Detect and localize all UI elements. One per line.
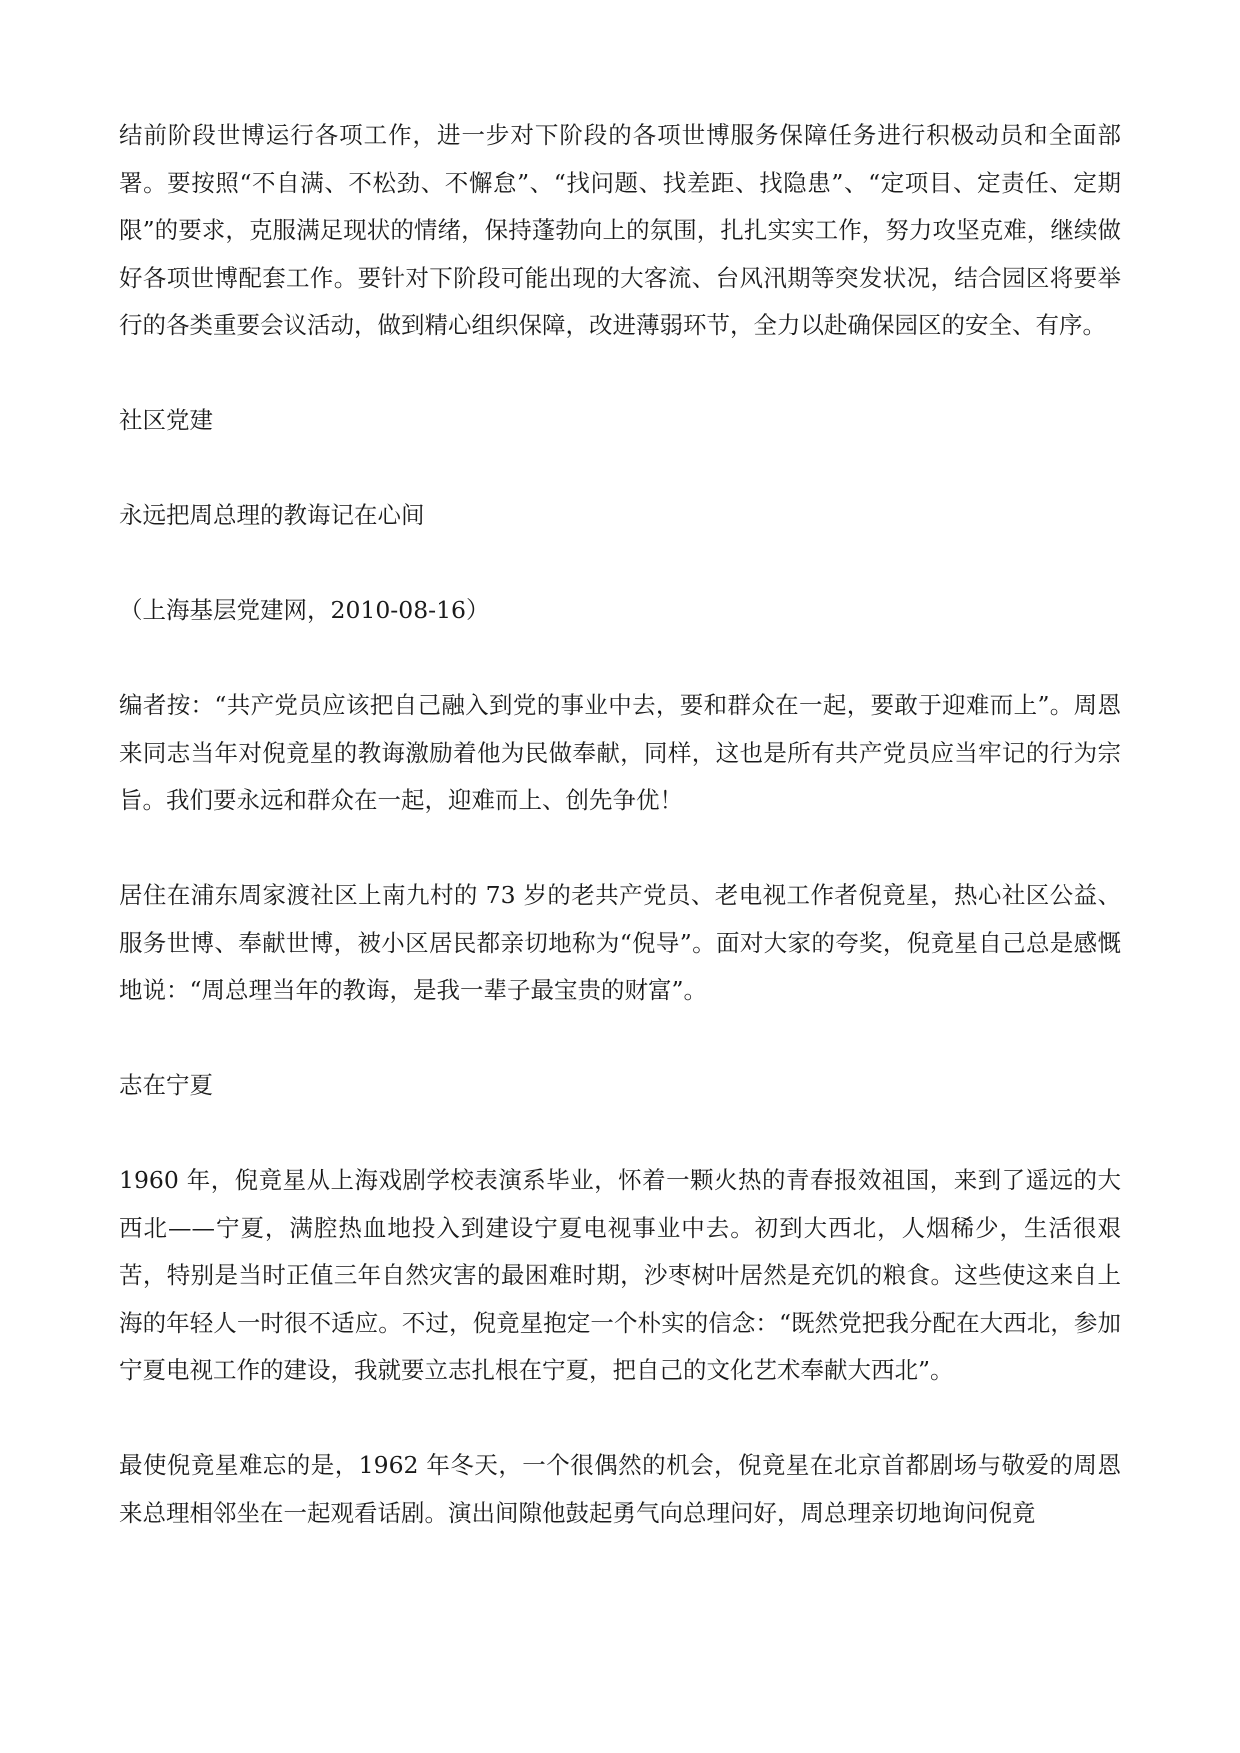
body-paragraph: 居住在浦东周家渡社区上南九村的 73 岁的老共产党员、老电视工作者倪竟星，热心社区公益、服务世博、奉献世博，被小区居民都亲切地称为“倪导”。面对大家的夸奖，倪竟星自己总是感慨地说：“周总理当年的教诲，是我一辈子最宝贵的财富”。 <box>119 881 1121 1004</box>
body-paragraph: 1960 年，倪竟星从上海戏剧学校表演系毕业，怀着一颗火热的青春报效祖国，来到了遥远的大西北——宁夏，满腔热血地投入到建设宁夏电视事业中去。初到大西北，人烟稀少，生活很艰苦，特别是当时正值三年自然灾害的最困难时期，沙枣树叶居然是充饥的粮食。这些使这来自上海的年轻人一时很不适应。不过，倪竟星抱定一个朴实的信念：“既然党把我分配在大西北，参加宁夏电视工作的建设，我就要立志扎根在宁夏，把自己的文化艺术奉献大西北”。 <box>119 1166 1121 1384</box>
editor-note-paragraph: 编者按：“共产党员应该把自己融入到党的事业中去，要和群众在一起，要敢于迎难而上”。周恩来同志当年对倪竟星的教诲激励着他为民做奉献，同样，这也是所有共产党员应当牢记的行为宗旨。我们要永远和群众在一起，迎难而上、创先争优！ <box>119 691 1121 814</box>
article-title: 永远把周总理的教诲记在心间 <box>119 501 425 529</box>
document-page <box>119 112 1121 1585</box>
section-heading: 社区党建 <box>119 406 213 434</box>
section-heading: 志在宁夏 <box>119 1071 213 1099</box>
body-paragraph: 结前阶段世博运行各项工作，进一步对下阶段的各项世博服务保障任务进行积极动员和全面部署。要按照“不自满、不松劲、不懈怠”、“找问题、找差距、找隐患”、“定项目、定责任、定期限”的要求，克服满足现状的情绪，保持蓬勃向上的氛围，扎扎实实工作，努力攻坚克难，继续做好各项世博配套工作。要针对下阶段可能出现的大客流、台风汛期等突发状况，结合园区将要举行的各类重要会议活动，做到精心组织保障，改进薄弱环节，全力以赴确保园区的安全、有序。 <box>119 121 1121 339</box>
article-source: （上海基层党建网，2010-08-16） <box>119 596 490 624</box>
body-paragraph: 最使倪竟星难忘的是，1962 年冬天，一个很偶然的机会，倪竟星在北京首都剧场与敬爱的周恩来总理相邻坐在一起观看话剧。演出间隙他鼓起勇气向总理问好，周总理亲切地询问倪竟 <box>119 1451 1121 1527</box>
